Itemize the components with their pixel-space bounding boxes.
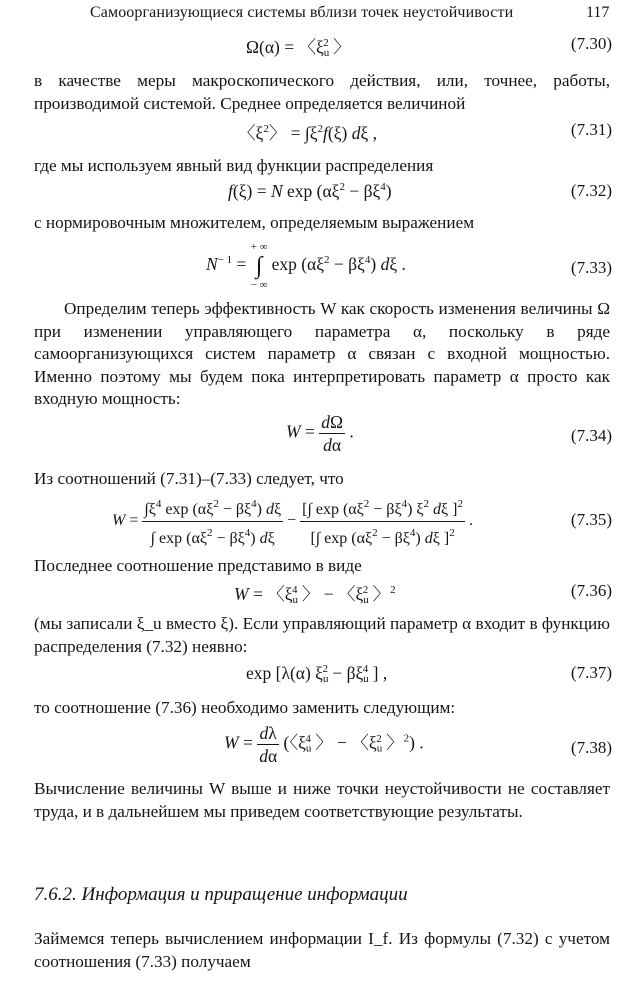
integral-lower-limit: − ∞ [250, 279, 268, 291]
equation-7-38 [0, 723, 620, 773]
equation-number: (7.31) [570, 120, 612, 139]
equation-7-32-body: f(ξ) = N $\exp (\alpha\xi^2 - \beta\xi^4)$ [228, 181, 392, 201]
equation-7-36-body: W = 〈$\xi_u^4$ 〉 − 〈$\xi_u^2$ 〉$^2$ [234, 584, 396, 606]
equation-7-31-body: 〈$\xi^2$〉 = $\int\xi^2f(\xi)$ dξ , [238, 123, 378, 143]
equation-number: (7.37) [570, 663, 612, 682]
paragraph-4: Определим теперь эффективность W как скорость изменения величины Ω при изменении управляющего параметра α, поскольку в ряде самоорганизующихся систем параметр α связан с входной мощностью. Именно поэтому мы будем пока интерпретировать параметр α просто как входную мощность: [34, 299, 610, 408]
equation-number: (7.38) [570, 738, 612, 757]
page-number: 117 [586, 4, 610, 21]
equation-7-33-body: $N^{- 1}$ = + ∞ ∫ − ∞ $\exp (\alpha\xi^2 - \beta\xi^4)$ dξ . [206, 241, 406, 291]
paragraph-2: где мы используем явный вид функции распределения [34, 156, 434, 175]
integral-sign: + ∞ ∫ − ∞ [250, 241, 268, 291]
equation-number: (7.33) [570, 258, 612, 277]
equation-7-30 [0, 34, 620, 74]
paragraph-3: с нормировочным множителем, определяемым выражением [34, 213, 475, 232]
equation-7-33 [0, 240, 620, 296]
paragraph-9: Вычисление величины W выше и ниже точки неустойчивости не составляет труда, и в дальнейшем мы приведем соответствующие результаты. [34, 779, 610, 821]
equation-number: (7.35) [570, 510, 612, 529]
equation-7-35 [0, 494, 620, 547]
running-title: Самоорганизующиеся системы вблизи точек неустойчивости [90, 4, 514, 21]
equation-7-38-body: W = $\frac{d\lambda}{d\alpha}$ (〈$\xi_u^4$ 〉 − 〈$\xi_u^2$ 〉$^2$) . [224, 723, 424, 766]
equation-number: (7.34) [570, 426, 612, 445]
paragraph-10: Займемся теперь вычислением информации I_f. Из формулы (7.32) с учетом соотношения (7.33) получаем [34, 929, 610, 971]
section-heading: 7.6.2. Информация и приращение информации [34, 884, 408, 905]
equation-number: (7.36) [570, 581, 612, 600]
integral-upper-limit: + ∞ [250, 241, 268, 253]
paragraph-6: Последнее соотношение представимо в виде [34, 556, 362, 575]
equation-7-35-body: W = $\frac{\int\xi^4 \exp (\alpha\xi^2 - \beta\xi^4) d\xi}{\int \exp (\alpha\xi^2 - \beta\xi^4) d\xi}$ − $\frac{[\int \exp (\alpha\xi^2 - \beta\xi^4) \xi^2 d\xi ]^2}{[\int \exp (\alpha\xi^2 - \beta\xi^4) d\xi ]^2}$ . [112, 494, 473, 549]
equation-7-34-body: W = $\frac{d\Omega}{d\alpha}$ . [286, 412, 354, 455]
equation-7-37-body: exp [λ(α) $\xi_u^2 - \beta\xi_u^4$ ] , [246, 663, 388, 685]
equation-number: (7.32) [570, 181, 612, 200]
equation-number: (7.30) [570, 34, 612, 53]
paragraph-1: в качестве меры макроскопического действия, или, точнее, работы, производимой системой. Среднее определяется величиной [34, 71, 610, 113]
equation-7-31 [0, 120, 620, 160]
paragraph-7: (мы записали ξ_u вместо ξ). Если управляющий параметр α входит в функцию распределения (7.32) неявно: [34, 614, 610, 656]
equation-7-34 [0, 412, 620, 458]
paragraph-5: Из соотношений (7.31)–(7.33) следует, что [34, 469, 344, 488]
paragraph-8: то соотношение (7.36) необходимо заменить следующим: [34, 698, 456, 717]
equation-7-30-body: Ω(α) = 〈$\xi_u^2$ 〉 [246, 37, 351, 59]
